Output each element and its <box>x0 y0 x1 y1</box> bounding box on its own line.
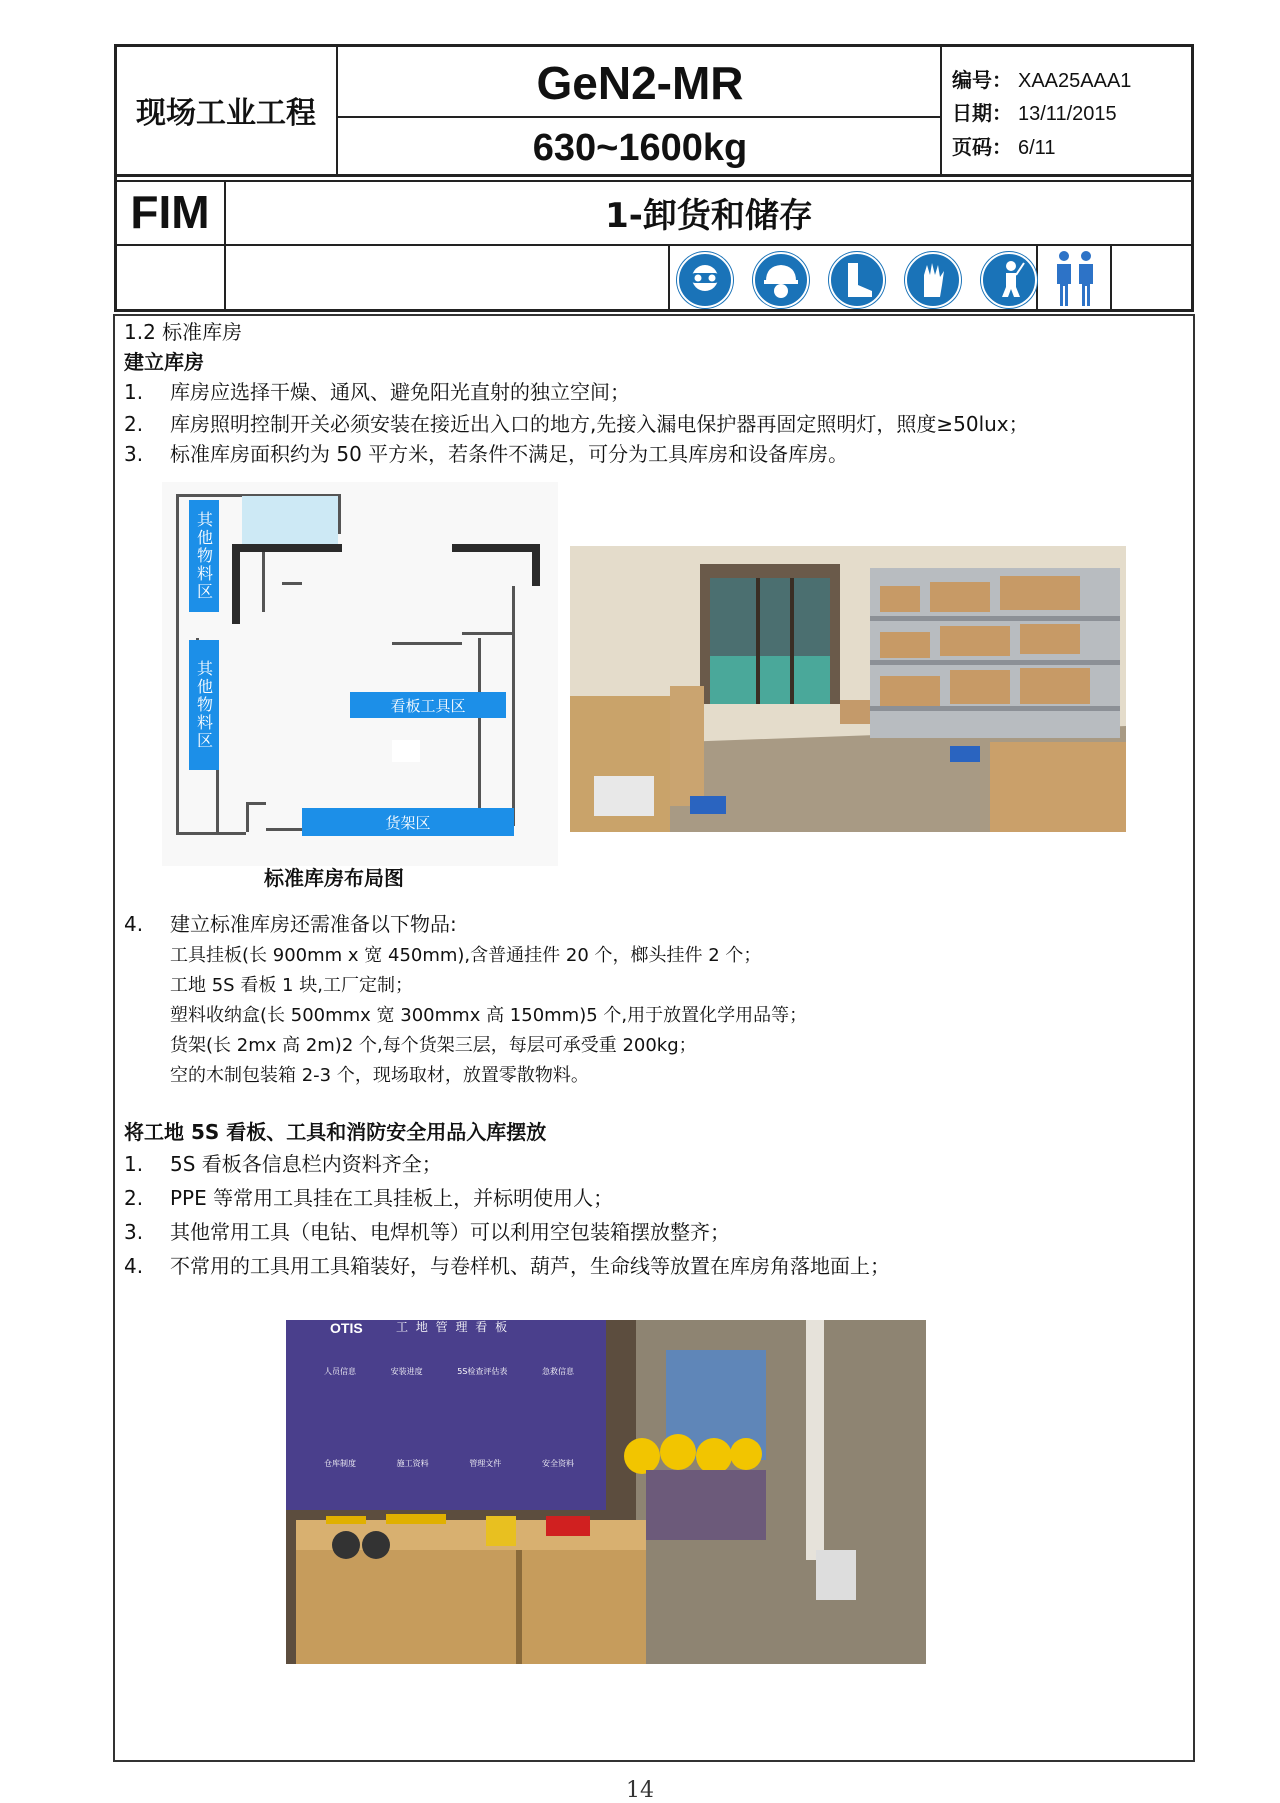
zone-left-bottom: 其他物料区 <box>189 640 219 770</box>
gloves-icon <box>904 251 962 309</box>
detail-line: 空的木制包装箱 2-3 个，现场取材，放置零散物料。 <box>170 1065 589 1086</box>
zone-left-top: 其他物料区 <box>189 500 219 612</box>
doc-type: FIM <box>130 186 210 238</box>
list-item: 4. 不常用的工具用工具箱装好，与卷样机、葫芦，生命线等放置在库房角落地面上； <box>124 1254 890 1278</box>
detail-line: 工具挂板(长 900mm x 宽 450mm),含普通挂件 20 个，榔头挂件 2 个； <box>170 945 762 966</box>
detail-line: 工地 5S 看板 1 块,工厂定制； <box>170 975 413 996</box>
doc-code: 编号： XAA25AAA1 <box>952 70 1132 92</box>
page-number: 14 <box>626 1778 654 1803</box>
warehouse-photo <box>570 546 1126 832</box>
list-item: 2. PPE 等常用工具挂在工具挂板上，并标明使用人； <box>124 1186 614 1210</box>
load-range: 630~1600kg <box>532 126 748 169</box>
doc-date: 日期： 13/11/2015 <box>952 103 1117 125</box>
board-title: 工 地 管 理 看 板 <box>396 1320 510 1334</box>
safety-harness-icon <box>980 251 1038 309</box>
model-title: GeN2-MR <box>536 57 744 109</box>
board-pockets-row1: 人员信息 安装进度 5S检查评估表 急救信息 <box>324 1367 574 1376</box>
section-title: 1-卸货和储存 <box>605 195 813 236</box>
two-person-icon <box>1046 248 1104 308</box>
section-heading: 1.2 标准库房 <box>124 320 243 344</box>
board-pockets-row2: 仓库制度 施工资料 管理文件 安全资料 <box>324 1459 574 1468</box>
floorplan-caption: 标准库房布局图 <box>264 866 404 890</box>
list-item: 1. 5S 看板各信息栏内资料齐全； <box>124 1152 442 1176</box>
list-item: 3. 其他常用工具（电钻、电焊机等）可以利用空包装箱摆放整齐； <box>124 1220 730 1244</box>
list-item: 4. 建立标准库房还需准备以下物品: <box>124 912 457 936</box>
subsection-title: 建立库房 <box>124 350 204 374</box>
hard-hat-icon <box>752 251 810 309</box>
list-item: 3. 标准库房面积约为 50 平方米，若条件不满足，可分为工具库房和设备库房。 <box>124 442 849 466</box>
detail-line: 货架(长 2mx 高 2m)2 个,每个货架三层，每层可承受重 200kg； <box>170 1035 697 1056</box>
company-name: 现场工业工程 <box>136 96 316 131</box>
warehouse-floorplan <box>162 482 558 866</box>
safety-goggles-icon <box>676 251 734 309</box>
zone-shelves: 货架区 <box>302 808 514 836</box>
detail-line: 塑料收纳盒(长 500mmx 宽 300mmx 高 150mm)5 个,用于放置化学用品等； <box>170 1005 808 1026</box>
safety-boots-icon <box>828 251 886 309</box>
tool-board-photo <box>286 1320 926 1664</box>
subsection-title: 将工地 5S 看板、工具和消防安全用品入库摆放 <box>124 1120 547 1144</box>
zone-board-tools: 看板工具区 <box>350 692 506 718</box>
list-item: 1. 库房应选择干燥、通风、避免阳光直射的独立空间； <box>124 380 630 404</box>
doc-page: 页码： 6/11 <box>952 137 1056 159</box>
list-item: 2. 库房照明控制开关必须安装在接近出入口的地方,先接入漏电保护器再固定照明灯，照度≥50lux； <box>124 412 1029 436</box>
otis-logo: OTIS <box>330 1320 363 1336</box>
